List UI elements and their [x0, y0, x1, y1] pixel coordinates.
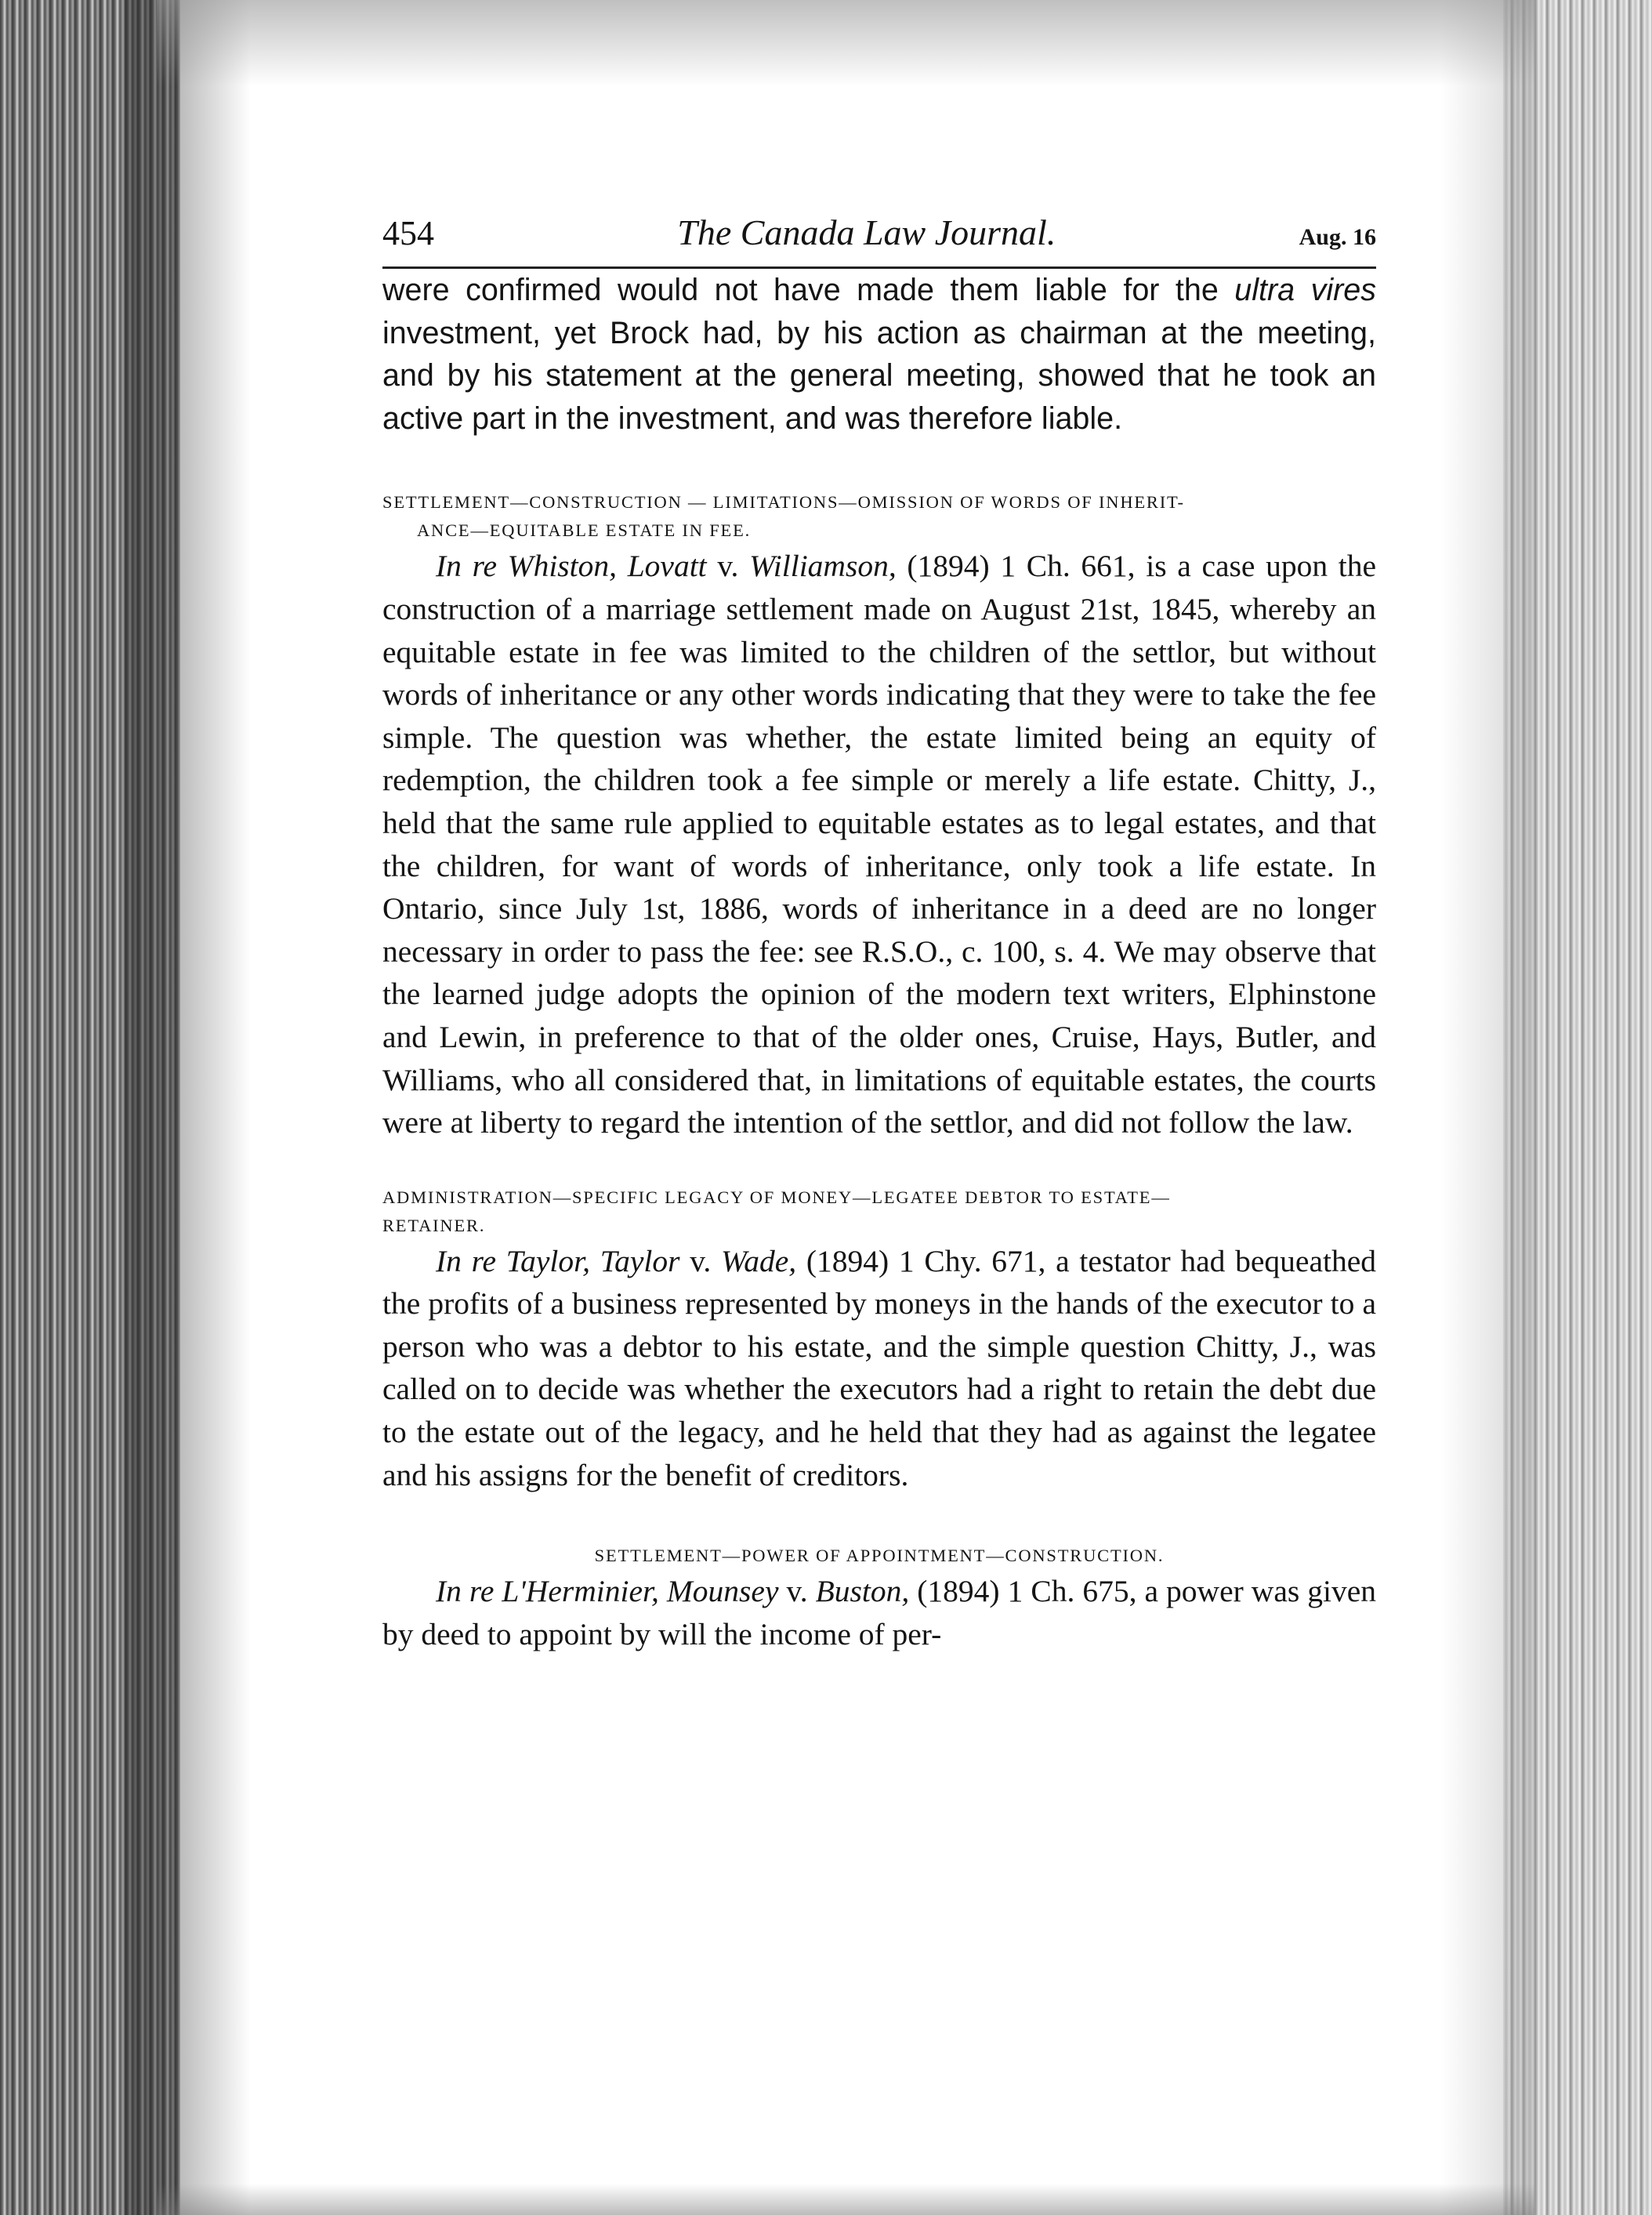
paragraph-continued [382, 269, 1376, 440]
page-number: 454 [382, 214, 434, 252]
paragraph-taylor [382, 1240, 1376, 1497]
section-heading-power-of-appointment [382, 1542, 1376, 1570]
section-heading-administration [382, 1184, 1376, 1240]
scan-shadow-top [157, 0, 1534, 86]
case-party: Buston, [815, 1574, 910, 1609]
case-party: Williamson, [749, 549, 897, 584]
running-header [382, 212, 1376, 269]
versus: v. [679, 1243, 721, 1278]
heading-line: ADMINISTRATION—SPECIFIC LEGACY OF MONEY—LEGATEE DEBTOR TO ESTATE— [382, 1187, 1171, 1207]
scan-shadow-left [125, 0, 251, 2215]
heading-line: SETTLEMENT—POWER OF APPOINTMENT—CONSTRUCTION. [594, 1546, 1165, 1566]
issue-date: Aug. 16 [1299, 224, 1376, 250]
journal-page [382, 212, 1376, 1655]
text-run: investment, yet Brock had, by his action as chairman at the meeting, and by his statement at the general meeting, showed that he took an active part in the investment, and was therefore liable. [382, 315, 1376, 436]
heading-line: RETAINER. [382, 1215, 486, 1235]
heading-line: SETTLEMENT—CONSTRUCTION — LIMITATIONS—OMISSION OF WORDS OF INHERIT- [382, 492, 1185, 513]
paragraph-text: (1894) 1 Ch. 675, a power was given by deed to appoint by will the income of per- [382, 1574, 1377, 1651]
case-name: In re Whiston, Lovatt [436, 549, 707, 584]
text-run: were confirmed would not have made them liable for the [382, 273, 1235, 307]
heading-line: ANCE—EQUITABLE ESTATE IN FEE. [417, 520, 752, 541]
paragraph-lherminier [382, 1570, 1376, 1655]
scan-shadow-bottom [157, 2184, 1534, 2215]
journal-title: The Canada Law Journal. [677, 212, 1056, 252]
scan-shadow-right [1440, 0, 1534, 2215]
paragraph-text: (1894) 1 Chy. 671, a testator had bequeathed the profits of a business represented by moneys in the hands of the executor to a person who was a debtor to his estate, and the simple question Chitty, J., was called on to decide was whether the executors had a right to retain the debt due to the estate out of the legacy, and he held that they had as against the legatee and his assigns for the benefit of creditors. [382, 1243, 1376, 1492]
paragraph-text: (1894) 1 Ch. 661, is a case upon the construction of a marriage settlement made on August 21st, 1845, whereby an equitable estate in fee was limited to the children of the settlor, but without words of inheritance or any other words indicating that they were to take the fee simple. The question was whether, the estate limited being an equity of redemption, the children took a fee simple or merely a life estate. Chitty, J., held that the same rule applied to equitable estates as to legal estates, and that the children, for want of words of inheritance, only took a life estate. In Ontario, since July 1st, 1886, words of inheritance in a deed are no longer necessary in order to pass the fee: see R.S.O., c. 100, s. 4. We may observe that the learned judge adopts the opinion of the modern text writers, Elphinstone and Lewin, in preference to that of the older ones, Cruise, Hays, Butler, and Williams, who all considered that, in limitations of equitable estates, the courts were at liberty to regard the intention of the settlor, and did not follow the law. [382, 549, 1377, 1140]
italic-term: ultra [1234, 273, 1295, 307]
case-name: In re Taylor, Taylor [436, 1243, 680, 1278]
case-party: Wade, [720, 1243, 797, 1278]
section-heading-settlement-construction [382, 488, 1376, 545]
versus: v. [706, 549, 750, 584]
paragraph-whiston [382, 545, 1376, 1144]
case-name: In re L'Herminier, Mounsey [436, 1574, 779, 1609]
italic-term: vires [1310, 273, 1376, 307]
versus: v. [778, 1574, 816, 1609]
